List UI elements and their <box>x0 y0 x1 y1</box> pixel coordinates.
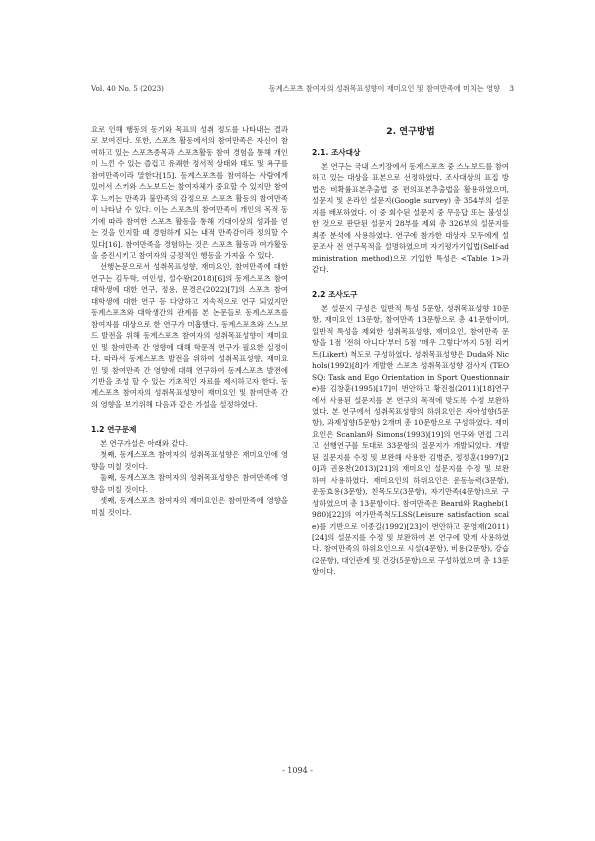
page-footer-number: - 1094 - <box>282 766 313 775</box>
instruments-paragraph: 본 설문지 구성은 일반적 특성 5문항, 성취목표성향 10문항, 재미요인 13문항, 참여만족 13문항으로 총 41문항이며, 일반적 특성을 제외한 성취목표성향, 재미요인, 참여만족 문항을 1점 '전혀 아니다'부터 5점 '매우 그렇다'까지 5점 리커트(Likert) 척도로 구성하였다. 성취목표성향은 Duda와 Nichols(1992)[8]가 개발한 스포츠 성취목표성향 검사지 (TEOSQ: Task and Ego Orientation in Sport Questionnaire)를 김창훈(1995)[17]이 번안하고 황진철(2011)[18]연구에서 사용된 설문지를 본 연구의 목적에 맞도록 수정 보완하였다. 본 연구에서 성취목표성향의 하위요인은 자아성향(5문항), 과제성향(5문항) 2개며 총 10문항으로 구성하였다. 재미요인은 Scanlan와 Simons(1993)[19]의 연구와 면접 그리고 선행연구를 토대로 33문항의 질문지가 개발되었다. 개발된 질문지를 수정 및 보완해 사용한 김병준, 정정훈(1997)[20]과 권용찬(2013)[21]의 재미요인 설문지를 수정 및 보완하여 사용하였다. 재미요인의 하위요인은 운동능력(3문항), 운동효용(3문항), 친목도모(3문항), 자기만족(4문항)으로 구성하였으며 총 13문항이다. 참여만족은 Beard와 Ragheb(1980)[22]의 여가만족척도LSS(Leisure satisfaction scale)를 기반으로 이종길(1992)[23]이 번안하고 문영재(2011)[24]의 설문지를 수정 및 보완하여 본 연구에 맞게 사용하였다. 참여만족의 하위요인으로 시설(4문항), 비용(2문항), 강습(2문항), 대인관계 및 건강(5문항)으로 구성하였으며 총 13문항이다. <box>312 303 509 577</box>
problem-item-3: 셋째, 동계스포츠 참여자의 재미요인은 참여만족에 영향을 미칠 것이다. <box>91 496 288 517</box>
intro-paragraph-2: 선행논문으로서 성취목표성향, 재미요인, 참여만족에 대한 연구는 김두학, 여인성, 설수왕(2018)[6]의 동계스포츠 참여 대학생에 대한 연구, 정용, 문경은(2022)[7]의 스포츠 참여 대학생에 대한 연구 등 다양하고 지속적으로 연구 되었지만 동계스포츠와 대학생간의 관계를 본 논문들로 동계스포츠를 참여자를 대상으로 한 연구가 미흡했다. 동계스포츠와 스노보드 발전을 위해 동계스포츠 참여자의 성취목표성향이 재미요인 및 참여만족 간 영향에 대해 학문적 연구가 필요한 실정이다. 따라서 동계스포츠 발전을 위하여 성취목표성향, 재미요인 및 참여만족 간 영향에 대해 연구하여 동계스포츠 발전에 기반을 조성 할 수 있는 기초적인 자료를 제시하고자 한다. 동계스포츠 참여자의 성취목표성향이 재미요인 및 참여만족 간의 영향을 보기위해 다음과 같은 가설을 설정하였다. <box>91 262 288 409</box>
journal-volume: Vol. 40 No. 5 (2023) <box>91 84 164 93</box>
running-header <box>91 83 514 95</box>
header-page-number: 3 <box>509 84 514 93</box>
problem-item-1: 첫째, 동계스포츠 참여자의 성취목표성향은 재미요인에 영향을 미칠 것이다. <box>91 450 288 471</box>
intro-paragraph-1: 요로 인해 행동의 동기와 목표의 성취 정도를 나타내는 결과로 보여진다. 또한, 스포츠 활동에서의 참여만족은 자신이 참여하고 있는 스포츠종목과 스포츠활동 참여 경험을 통해 개인이 느낀 수 있는 즐겁고 유쾌한 정서적 상태와 태도 및 욕구를 참여만족이라 말한다[15]. 동계스포츠를 참여하는 사람에게 있어서 스키와 스노보드는 참여자체가 중요할 수 있지만 참여 후 느끼는 만족과 불만족의 감정으로 스포츠 활동의 참여만족이 나타날 수 있다. 이는 스포츠의 참여만족이 개인의 목적 동기에 따라 참여한 스포츠 활동을 통해 기대이상의 성과를 얻는 것을 인지할 때 경험하게 되는 내적 만족감이라 정의할 수 있다[16]. 참여만족을 경험하는 것은 스포츠 활동과 여가활동을 증진시키고 참여자의 긍정적인 행동을 가져올 수 있다. <box>91 125 288 260</box>
right-column <box>312 124 509 578</box>
running-title: 동계스포츠 참여자의 성취목표성향이 재미요인 및 참여만족에 미치는 영향 <box>268 84 500 93</box>
problem-intro: 본 연구가설은 아래와 같다. <box>100 438 188 448</box>
subsection-heading-subjects: 2.1. 조사대상 <box>312 148 361 158</box>
left-column <box>91 124 288 518</box>
section-heading-methods: 2. 연구방법 <box>386 126 435 137</box>
problem-item-2: 둘째, 동계스포츠 참여자의 성취목표성향은 참여만족에 영향을 미칠 것이다. <box>91 473 288 494</box>
subsection-heading-research-problems: 1.2 연구문제 <box>91 425 137 435</box>
subjects-paragraph: 본 연구는 국내 스키장에서 동계스포츠 중 스노보드를 참여하고 있는 대상을 표본으로 선정하였다. 조사대상의 표집 방법은 비확률표본추출법 중 편의표본추출법을 활용하였으며, 설문지 및 온라인 설문지(Google survey) 총 354부의 설문지를 배포하였다. 이 중 회수된 설문지 중 무응답 또는 불성실한 것으로 판단된 설문지 28부를 제외 총 326부의 설문지를 최종 분석에 사용하였다. 연구에 참가한 대상자 모두에게 설문조사 전 연구목적을 설명하였으며 자기평가기입법(Self-administration method)으로 기입한 특성은 <Table 1>과 같다. <box>312 161 509 274</box>
subsection-heading-instruments: 2.2 조사도구 <box>312 290 358 300</box>
